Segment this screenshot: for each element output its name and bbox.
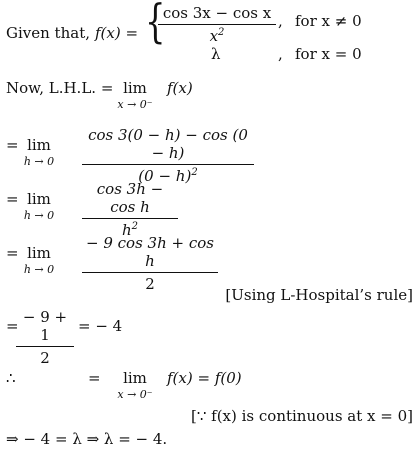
step1-numerator: cos 3(0 − h) − cos (0 − h)	[88, 126, 248, 162]
step3-fraction	[82, 234, 218, 293]
step2-numerator: cos 3h − cos h	[96, 180, 164, 216]
case1-fraction	[158, 4, 276, 45]
case1-denominator: $x^2$	[209, 27, 225, 45]
lim-word: lim	[123, 369, 147, 387]
lim-subscript: x → 0⁻	[117, 388, 153, 401]
continuity-expression: f(x) = f(0)	[167, 369, 242, 387]
final-answer: ⇒ − 4 = λ ⇒ λ = − 4.	[6, 430, 168, 448]
step3-numerator: − 9 cos 3h + cos h	[86, 234, 214, 270]
case1-condition: for x ≠ 0	[295, 12, 362, 30]
lim-subscript: h → 0	[23, 155, 55, 168]
case2-condition: for x = 0	[295, 45, 362, 63]
case1-separator: ,	[278, 12, 283, 30]
case2-value: λ	[211, 45, 221, 63]
lim-word: lim	[123, 79, 147, 97]
equals-sign: =	[88, 369, 101, 387]
step1-denominator: $(0 - h)^2$	[138, 167, 198, 185]
limit-lhl	[112, 81, 158, 110]
lim-word: lim	[27, 244, 51, 262]
limit-step3	[16, 246, 62, 275]
result-numerator: − 9 + 1	[22, 308, 68, 344]
continuity-note: [∵ f(x) is continuous at x = 0]	[190, 407, 413, 425]
lim-subscript: h → 0	[23, 263, 55, 276]
equals-sign: =	[6, 190, 19, 208]
lim-word: lim	[27, 136, 51, 154]
lim-word: lim	[27, 190, 51, 208]
result-value: = − 4	[78, 317, 123, 335]
function-name: f(x) =	[95, 24, 139, 42]
result-denominator: 2	[40, 349, 50, 367]
left-brace: {	[145, 0, 166, 48]
given-label: Given that,	[6, 24, 90, 42]
limit-step1	[16, 138, 62, 167]
step1-fraction	[82, 126, 254, 185]
limit-step2	[16, 192, 62, 221]
case1-numerator: cos 3x − cos x	[162, 4, 272, 22]
equals-sign: =	[6, 244, 19, 262]
case2-separator: ,	[278, 45, 283, 63]
result-fraction	[16, 308, 74, 367]
lim-subscript: x → 0⁻	[117, 98, 153, 111]
lim-subscript: h → 0	[23, 209, 55, 222]
lhospital-note: [Using L-Hospital’s rule]	[225, 286, 413, 304]
step2-fraction	[82, 180, 178, 239]
equals-sign: =	[6, 136, 19, 154]
step3-denominator: 2	[145, 275, 155, 293]
lhl-expression: f(x)	[167, 79, 193, 97]
step2-denominator: $h^2$	[121, 221, 139, 239]
equals-sign: =	[6, 317, 19, 335]
therefore-symbol: ∴	[6, 369, 16, 387]
limit-continuity	[112, 371, 158, 400]
lhl-label: Now, L.H.L. =	[6, 79, 114, 97]
